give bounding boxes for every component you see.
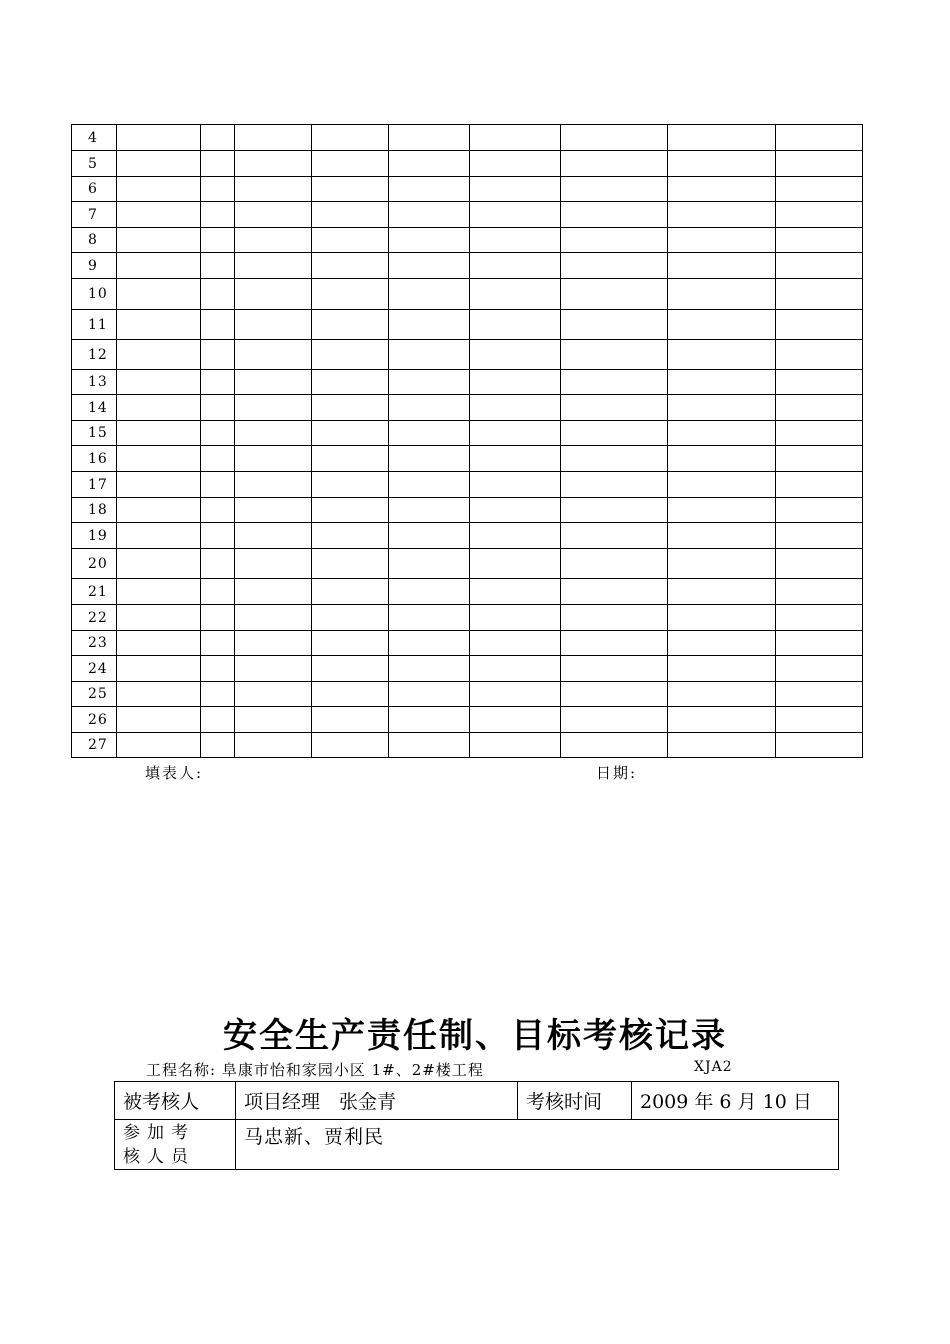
table-cell bbox=[776, 279, 863, 310]
table-cell bbox=[668, 151, 776, 177]
table-cell bbox=[201, 228, 235, 253]
table-cell bbox=[668, 733, 776, 758]
table-cell bbox=[470, 125, 561, 151]
table-cell bbox=[470, 733, 561, 758]
table-cell bbox=[389, 177, 470, 202]
table-cell bbox=[235, 605, 312, 631]
row-number: 4 bbox=[72, 125, 117, 151]
table-cell bbox=[776, 446, 863, 472]
table-cell bbox=[668, 579, 776, 605]
table-cell bbox=[470, 523, 561, 549]
table-cell bbox=[117, 370, 201, 395]
table-cell bbox=[201, 733, 235, 758]
date-label: 日期: bbox=[596, 764, 638, 782]
table-cell bbox=[117, 631, 201, 656]
table-row bbox=[72, 253, 863, 279]
table-cell bbox=[312, 340, 389, 370]
row-number: 12 bbox=[72, 340, 117, 370]
table-cell bbox=[389, 125, 470, 151]
table-cell bbox=[312, 549, 389, 579]
table-cell bbox=[117, 579, 201, 605]
table-cell bbox=[668, 549, 776, 579]
table-cell bbox=[201, 656, 235, 682]
table-row bbox=[72, 472, 863, 498]
table-cell bbox=[117, 279, 201, 310]
table-cell bbox=[470, 421, 561, 446]
table-row bbox=[72, 707, 863, 733]
table-cell bbox=[776, 228, 863, 253]
table-cell bbox=[312, 279, 389, 310]
table-cell bbox=[561, 228, 668, 253]
table-cell bbox=[470, 310, 561, 340]
table-cell bbox=[668, 395, 776, 421]
table-cell bbox=[312, 370, 389, 395]
table-cell bbox=[776, 631, 863, 656]
table-cell bbox=[117, 310, 201, 340]
table-cell bbox=[561, 202, 668, 228]
table-cell bbox=[312, 682, 389, 707]
row-number: 26 bbox=[72, 707, 117, 733]
table-cell bbox=[561, 656, 668, 682]
table-cell bbox=[561, 523, 668, 549]
table-cell bbox=[117, 498, 201, 523]
table-cell bbox=[668, 370, 776, 395]
row-number: 25 bbox=[72, 682, 117, 707]
table-cell bbox=[561, 446, 668, 472]
table-row bbox=[72, 151, 863, 177]
table-cell bbox=[776, 202, 863, 228]
table-cell bbox=[201, 446, 235, 472]
table-cell bbox=[201, 151, 235, 177]
table-cell bbox=[470, 579, 561, 605]
table-cell bbox=[389, 605, 470, 631]
table-cell bbox=[235, 707, 312, 733]
table-cell bbox=[776, 177, 863, 202]
table-cell bbox=[470, 656, 561, 682]
table-cell bbox=[389, 579, 470, 605]
table-cell bbox=[312, 579, 389, 605]
table-cell bbox=[561, 682, 668, 707]
table-cell bbox=[201, 498, 235, 523]
row-number: 16 bbox=[72, 446, 117, 472]
table-cell bbox=[470, 177, 561, 202]
row-number: 17 bbox=[72, 472, 117, 498]
table-cell bbox=[561, 421, 668, 446]
table-cell bbox=[470, 370, 561, 395]
table-cell bbox=[201, 202, 235, 228]
table-cell bbox=[117, 253, 201, 279]
table-cell bbox=[201, 125, 235, 151]
table-cell bbox=[235, 310, 312, 340]
table-cell bbox=[389, 370, 470, 395]
table-cell bbox=[470, 446, 561, 472]
table-cell bbox=[117, 523, 201, 549]
table-row bbox=[72, 605, 863, 631]
table-cell bbox=[561, 370, 668, 395]
table-cell bbox=[470, 682, 561, 707]
table-cell bbox=[470, 605, 561, 631]
table-cell bbox=[235, 498, 312, 523]
table-cell bbox=[312, 605, 389, 631]
participants-label-line-2: 核人员 bbox=[123, 1146, 195, 1167]
table-cell bbox=[117, 340, 201, 370]
table-cell bbox=[235, 370, 312, 395]
table-row bbox=[72, 523, 863, 549]
table-cell bbox=[776, 310, 863, 340]
table-cell bbox=[312, 656, 389, 682]
table-cell bbox=[561, 579, 668, 605]
table-cell bbox=[201, 605, 235, 631]
table-cell bbox=[561, 707, 668, 733]
row-number: 15 bbox=[72, 421, 117, 446]
table-cell bbox=[389, 395, 470, 421]
participants-value: 马忠新、贾利民 bbox=[236, 1120, 839, 1170]
table-cell bbox=[117, 421, 201, 446]
table-cell bbox=[235, 202, 312, 228]
row-number: 21 bbox=[72, 579, 117, 605]
table-cell bbox=[201, 253, 235, 279]
table-cell bbox=[561, 340, 668, 370]
table-cell bbox=[389, 228, 470, 253]
table-cell bbox=[389, 151, 470, 177]
assessment-time-label: 考核时间 bbox=[518, 1082, 632, 1120]
table-cell bbox=[312, 177, 389, 202]
table-cell bbox=[201, 631, 235, 656]
table-cell bbox=[312, 310, 389, 340]
table-row bbox=[72, 656, 863, 682]
table-cell bbox=[201, 472, 235, 498]
table-cell bbox=[117, 656, 201, 682]
table-cell bbox=[561, 279, 668, 310]
table-cell bbox=[235, 656, 312, 682]
table-cell bbox=[235, 395, 312, 421]
table-cell bbox=[235, 523, 312, 549]
table-cell bbox=[201, 682, 235, 707]
table-row bbox=[72, 682, 863, 707]
row-number: 27 bbox=[72, 733, 117, 758]
table-cell bbox=[117, 151, 201, 177]
table-cell bbox=[668, 125, 776, 151]
table-row bbox=[72, 579, 863, 605]
table-cell bbox=[470, 631, 561, 656]
table-cell bbox=[389, 310, 470, 340]
table-row bbox=[72, 733, 863, 758]
table-cell bbox=[117, 682, 201, 707]
table-cell bbox=[117, 707, 201, 733]
row-number: 9 bbox=[72, 253, 117, 279]
table-cell bbox=[235, 631, 312, 656]
table-cell bbox=[561, 310, 668, 340]
table-cell bbox=[776, 605, 863, 631]
table-cell bbox=[201, 370, 235, 395]
row-number: 8 bbox=[72, 228, 117, 253]
table-cell bbox=[312, 733, 389, 758]
table-cell bbox=[668, 498, 776, 523]
table-cell bbox=[470, 253, 561, 279]
table-cell bbox=[235, 228, 312, 253]
table-cell bbox=[201, 279, 235, 310]
table-cell bbox=[776, 395, 863, 421]
table-cell bbox=[389, 549, 470, 579]
table-cell bbox=[201, 549, 235, 579]
table-cell bbox=[668, 421, 776, 446]
table-cell bbox=[668, 279, 776, 310]
table-cell bbox=[117, 395, 201, 421]
table-cell bbox=[561, 549, 668, 579]
table-cell bbox=[470, 472, 561, 498]
page-title: 安全生产责任制、目标考核记录 bbox=[223, 1016, 727, 1056]
table-cell bbox=[776, 421, 863, 446]
table-cell bbox=[668, 682, 776, 707]
table-cell bbox=[117, 446, 201, 472]
table-cell bbox=[117, 202, 201, 228]
table-cell bbox=[389, 523, 470, 549]
table-cell bbox=[235, 340, 312, 370]
table-cell bbox=[776, 549, 863, 579]
table-cell bbox=[470, 549, 561, 579]
table-row bbox=[72, 228, 863, 253]
table-cell bbox=[312, 498, 389, 523]
table-cell bbox=[561, 631, 668, 656]
table-cell bbox=[470, 279, 561, 310]
table-row bbox=[72, 370, 863, 395]
row-number: 10 bbox=[72, 279, 117, 310]
table-cell bbox=[389, 682, 470, 707]
table-cell bbox=[389, 446, 470, 472]
table-cell bbox=[470, 707, 561, 733]
participants-label bbox=[115, 1120, 236, 1170]
table-cell bbox=[776, 151, 863, 177]
table-cell bbox=[561, 605, 668, 631]
table-cell bbox=[312, 125, 389, 151]
table-cell bbox=[389, 202, 470, 228]
table-cell bbox=[117, 228, 201, 253]
table-cell bbox=[235, 549, 312, 579]
table-row bbox=[72, 549, 863, 579]
table-row bbox=[72, 177, 863, 202]
table-cell bbox=[668, 631, 776, 656]
table-cell bbox=[668, 605, 776, 631]
table-cell bbox=[668, 446, 776, 472]
table-cell bbox=[312, 446, 389, 472]
assessment-info-table bbox=[114, 1081, 839, 1170]
table-cell bbox=[117, 177, 201, 202]
table-cell bbox=[117, 549, 201, 579]
table-row bbox=[72, 395, 863, 421]
table-cell bbox=[312, 631, 389, 656]
table-row bbox=[72, 340, 863, 370]
table-cell bbox=[235, 279, 312, 310]
record-table bbox=[71, 124, 863, 758]
assessee-label: 被考核人 bbox=[115, 1082, 236, 1120]
table-cell bbox=[668, 228, 776, 253]
table-cell bbox=[561, 472, 668, 498]
table-cell bbox=[776, 370, 863, 395]
table-cell bbox=[117, 125, 201, 151]
table-cell bbox=[470, 151, 561, 177]
row-number: 19 bbox=[72, 523, 117, 549]
table-cell bbox=[561, 395, 668, 421]
table-cell bbox=[389, 498, 470, 523]
row-number: 11 bbox=[72, 310, 117, 340]
table-cell bbox=[389, 340, 470, 370]
row-number: 6 bbox=[72, 177, 117, 202]
table-cell bbox=[235, 177, 312, 202]
table-cell bbox=[235, 472, 312, 498]
table-cell bbox=[561, 733, 668, 758]
table-cell bbox=[389, 253, 470, 279]
table-cell bbox=[561, 498, 668, 523]
table-cell bbox=[470, 340, 561, 370]
table-row bbox=[72, 202, 863, 228]
row-number: 7 bbox=[72, 202, 117, 228]
table-row bbox=[72, 421, 863, 446]
table-cell bbox=[561, 151, 668, 177]
row-number: 14 bbox=[72, 395, 117, 421]
assessment-time-value: 2009 年 6 月 10 日 bbox=[632, 1082, 839, 1120]
table-row bbox=[72, 310, 863, 340]
row-number: 24 bbox=[72, 656, 117, 682]
table-cell bbox=[470, 395, 561, 421]
table-cell bbox=[470, 228, 561, 253]
table-row bbox=[72, 125, 863, 151]
table-cell bbox=[201, 340, 235, 370]
row-number: 5 bbox=[72, 151, 117, 177]
table-cell bbox=[201, 421, 235, 446]
table-cell bbox=[470, 498, 561, 523]
row-number: 23 bbox=[72, 631, 117, 656]
table-cell bbox=[776, 707, 863, 733]
table-cell bbox=[776, 253, 863, 279]
row-number: 20 bbox=[72, 549, 117, 579]
table-cell bbox=[389, 421, 470, 446]
table-cell bbox=[668, 472, 776, 498]
table-cell bbox=[668, 340, 776, 370]
table-cell bbox=[668, 202, 776, 228]
table-cell bbox=[389, 656, 470, 682]
table-cell bbox=[235, 151, 312, 177]
table-cell bbox=[201, 395, 235, 421]
table-cell bbox=[312, 707, 389, 733]
table-cell bbox=[312, 202, 389, 228]
table-cell bbox=[668, 656, 776, 682]
table-cell bbox=[776, 682, 863, 707]
table-cell bbox=[235, 125, 312, 151]
table-cell bbox=[312, 395, 389, 421]
row-number: 22 bbox=[72, 605, 117, 631]
table-cell bbox=[668, 253, 776, 279]
table-cell bbox=[776, 472, 863, 498]
row-number: 18 bbox=[72, 498, 117, 523]
table-cell bbox=[776, 340, 863, 370]
table-cell bbox=[668, 523, 776, 549]
filler-label: 填表人: bbox=[145, 764, 204, 782]
table-cell bbox=[235, 421, 312, 446]
form-code: XJA2 bbox=[694, 1059, 733, 1075]
project-name: 工程名称: 阜康市怡和家园小区 1#、2#楼工程 bbox=[146, 1061, 484, 1079]
row-number: 13 bbox=[72, 370, 117, 395]
table-cell bbox=[389, 279, 470, 310]
table-cell bbox=[389, 472, 470, 498]
table-cell bbox=[389, 707, 470, 733]
table-cell bbox=[235, 579, 312, 605]
table-cell bbox=[776, 125, 863, 151]
table-row bbox=[72, 631, 863, 656]
table-cell bbox=[312, 151, 389, 177]
table-cell bbox=[235, 733, 312, 758]
table-cell bbox=[668, 707, 776, 733]
table-cell bbox=[389, 733, 470, 758]
table-cell bbox=[776, 498, 863, 523]
table-cell bbox=[235, 682, 312, 707]
table-cell bbox=[201, 310, 235, 340]
table-cell bbox=[312, 472, 389, 498]
table-cell bbox=[668, 177, 776, 202]
table-cell bbox=[389, 631, 470, 656]
table-cell bbox=[201, 707, 235, 733]
table-cell bbox=[235, 253, 312, 279]
table-cell bbox=[561, 125, 668, 151]
table-cell bbox=[201, 579, 235, 605]
table-cell bbox=[235, 446, 312, 472]
table-cell bbox=[776, 656, 863, 682]
table-row bbox=[72, 498, 863, 523]
assessee-value: 项目经理 张金青 bbox=[236, 1082, 518, 1120]
table-cell bbox=[201, 177, 235, 202]
table-cell bbox=[312, 421, 389, 446]
participants-label-line-1: 参加考 bbox=[123, 1122, 195, 1143]
table-cell bbox=[117, 605, 201, 631]
table-cell bbox=[776, 523, 863, 549]
table-cell bbox=[117, 472, 201, 498]
table-cell bbox=[470, 202, 561, 228]
table-row bbox=[72, 279, 863, 310]
table-cell bbox=[117, 733, 201, 758]
table-cell bbox=[312, 228, 389, 253]
table-cell bbox=[561, 253, 668, 279]
table-cell bbox=[776, 733, 863, 758]
table-cell bbox=[561, 177, 668, 202]
table-cell bbox=[668, 310, 776, 340]
table-cell bbox=[201, 523, 235, 549]
table-cell bbox=[776, 579, 863, 605]
table-cell bbox=[312, 523, 389, 549]
table-row bbox=[72, 446, 863, 472]
table-cell bbox=[312, 253, 389, 279]
